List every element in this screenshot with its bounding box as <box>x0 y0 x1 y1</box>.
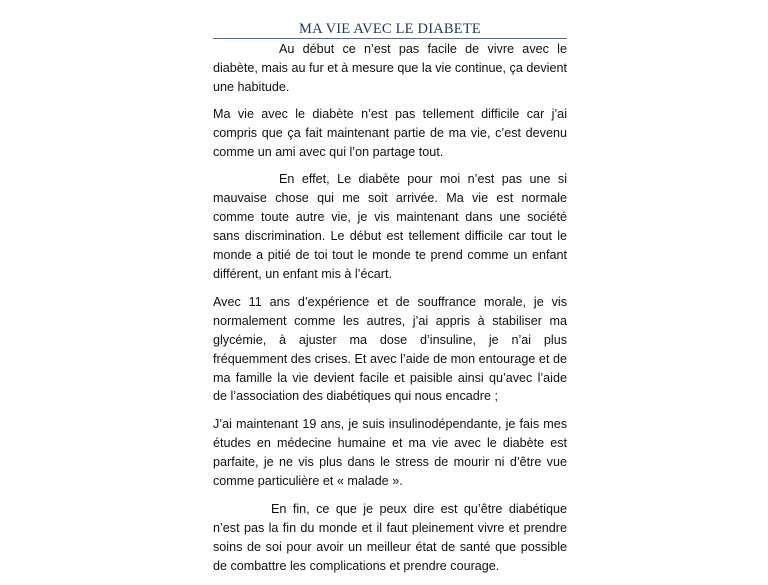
paragraph-intro: Au début ce n’est pas facile de vivre avec le diabète, mais au fur et à mesure que la vie continue, ça devient une habitude. <box>213 42 567 94</box>
paragraph-friend: Ma vie avec le diabète n’est pas tellement difficile car j’ai compris que ça fait maintenant partie de ma vie, c’est devenu comme un ami avec qui l’on partage tout. <box>213 106 567 159</box>
paragraph-experience: Avec 11 ans d’expérience et de souffrance morale, je vis normalement comme les autres, j’ai appris à stabiliser ma glycémie, à ajuster ma dose d’insuline, je n’ai plus fréquemment des crises. Et avec l’aide de mon entourage et de ma famille la vie devient facile et paisible ainsi qu’avec l’aide de l’association des diabétiques qui nous encadre ; <box>213 294 567 404</box>
paragraph-conclusion: En fin, ce que je peux dire est qu’être diabétique n’est pas la fin du monde et il faut pleinement vivre et prendre soins de soi pour avoir un meilleur état de santé que possible de combattre les complications et prendre courage. <box>213 501 567 573</box>
paragraph-discrimination: En effet, Le diabète pour moi n’est pas une si mauvaise chose qui me soit arrivée. Ma vie est normale comme toute autre vie, je vis maintenant dans une société sans discrimination. Le début est tellement difficile car tout le monde a pitié de toi tout le monde te prend comme un enfant différent, un enfant mis à l’écart. <box>213 172 567 281</box>
document-title: MA VIE AVEC LE DIABETE <box>299 21 481 37</box>
title-underline <box>213 38 567 39</box>
paragraph-studies: J’ai maintenant 19 ans, je suis insulinodépendante, je fais mes études en médecine humaine et ma vie avec le diabète est parfaite, je ne vis plus dans le stress de mourir ni d’être vue comme particulière et « malade ». <box>213 417 567 489</box>
document-body <box>213 40 567 585</box>
